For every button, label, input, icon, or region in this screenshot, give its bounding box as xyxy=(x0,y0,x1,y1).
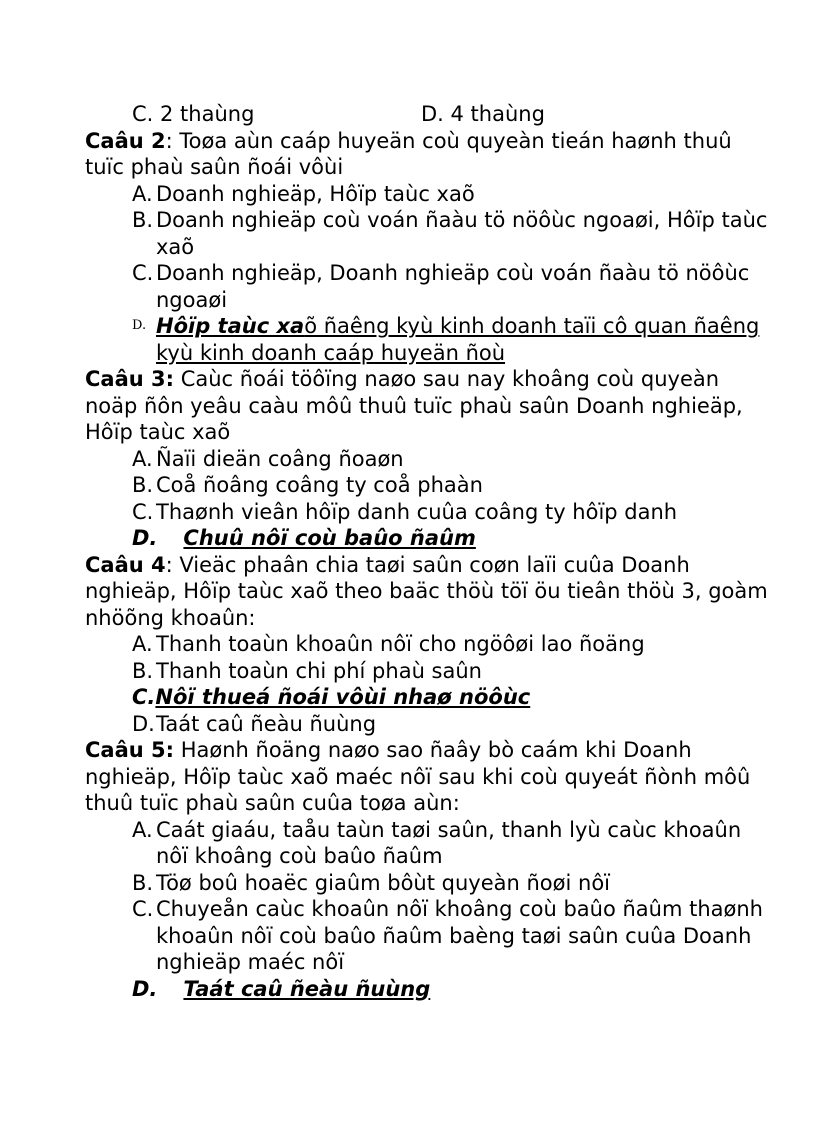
question-3-option-d-answer: D. Chuû nôï coù baûo ñaûm xyxy=(132,526,476,550)
q1-options-row xyxy=(132,101,775,128)
question-3-option-c: C. Thaønh vieân hôïp danh cuûa coâng ty hôïp danh xyxy=(132,499,678,524)
q1-option-c: C. 2 thaùng xyxy=(132,102,255,126)
question-2-option-c: C. Doanh nghieäp, Doanh nghieäp coù voán ñaàu tö nöôùc ngoaøi xyxy=(132,261,750,312)
question-4-option-a: A. Thanh toaùn khoaûn nôï cho ngöôøi lao ñoäng xyxy=(132,632,645,656)
question-5-label: Caâu 5: xyxy=(85,738,175,762)
question-3-label: Caâu 3: xyxy=(85,367,175,391)
question-4-option-c-answer: C. Nôï thueá ñoái vôùi nhaø nöôùc xyxy=(132,685,531,709)
question-4: Caâu 4: Vieäc phaân chia taøi saûn coøn laïi cuûa Doanh nghieäp, Hôïp taùc xaõ theo baäc thöù töï öu tieân thöù 3, goàm nhöõng khoaûn: A. Thanh toaùn khoaûn nôï cho ngöôøi lao ñoäng B. Thanh toaùn chi phí phaù saûn C. Nôï thueá ñoái vôùi nhaø nöôùc D. Taát caû ñeàu ñuùng xyxy=(85,552,775,738)
question-2-option-a: A. Doanh nghieäp, Hôïp taùc xaõ xyxy=(132,181,475,206)
question-3-option-b: B. Coå ñoâng coâng ty coå phaàn xyxy=(132,473,483,497)
question-2-option-d-answer: D. Hôïp taùc xaõ ñaêng kyù kinh doanh taïi cô quan ñaêng kyù kinh doanh caáp huyeän ñoù xyxy=(132,314,760,365)
question-2-text-line-1: : Toøa aùn caáp huyeän coù quyeàn tieán haønh thuû xyxy=(165,128,732,153)
question-4-option-b: B. Thanh toaùn chi phí phaù saûn xyxy=(132,658,482,683)
question-5: Caâu 5: Haønh ñoäng naøo sao ñaây bò caám khi Doanh nghieäp, Hôïp taùc xaõ maéc nôï sau khi coù quyeát ñònh môû thuû tuïc phaù saûn cuûa toøa aùn: A. Caát giaáu, taåu taùn taøi saûn, thanh lyù caùc khoaûn nôï khoâng coù baûo ñaûm B. Töø boû hoaëc giaûm bôùt quyeàn ñoøi nôï C. Chuyeån caùc khoaûn nôï khoâng coù baûo ñaûm thaønh khoaûn nôï coù baûo ñaûm baèng taøi saûn cuûa Doanh nghieäp maéc nôï D. Taát caû ñeàu ñuùng xyxy=(85,737,775,1002)
answer-highlight: Hôïp taùc xa xyxy=(156,314,305,338)
question-5-option-b: B. Töø boû hoaëc giaûm bôùt quyeàn ñoøi nôï xyxy=(132,870,611,895)
question-4-option-d: D. Taát caû ñeàu ñuùng xyxy=(132,711,377,736)
question-2-label: Caâu 2 xyxy=(85,128,166,153)
question-3-option-a: A. Ñaïi dieän coâng ñoaøn xyxy=(132,446,404,471)
question-5-option-d-answer: D. Taát caû ñeàu ñuùng xyxy=(132,976,431,1001)
question-4-label: Caâu 4 xyxy=(85,552,166,577)
question-2 xyxy=(85,128,775,367)
q1-option-d: D. 4 thaùng xyxy=(421,102,545,126)
question-3: Caâu 3: Caùc ñoái töôïng naøo sau nay khoâng coù quyeàn noäp ñôn yeâu caàu môû thuû tuïc phaù saûn Doanh nghieäp, Hôïp taùc xaõ A. Ñaïi dieän coâng ñoaøn B. Coå ñoâng coâng ty coå phaàn C. Thaønh vieân hôïp danh cuûa coâng ty hôïp danh D. Chuû nôï coù baûo ñaûm xyxy=(85,366,775,552)
question-5-option-c: C. Chuyeån caùc khoaûn nôï khoâng coù baûo ñaûm thaønh khoaûn nôï coù baûo ñaûm baèng taøi saûn cuûa Doanh nghieäp maéc nôï xyxy=(132,897,763,974)
question-2-text-line-2: tuïc phaù saûn ñoái vôùi xyxy=(85,155,344,179)
document-page xyxy=(85,101,775,1002)
question-5-option-a: A. Caát giaáu, taåu taùn taøi saûn, thanh lyù caùc khoaûn nôï khoâng coù baûo ñaûm xyxy=(132,817,742,868)
question-2-option-b: B. Doanh nghieäp coù voán ñaàu tö nöôùc ngoaøi, Hôïp taùc xaõ xyxy=(132,208,768,259)
